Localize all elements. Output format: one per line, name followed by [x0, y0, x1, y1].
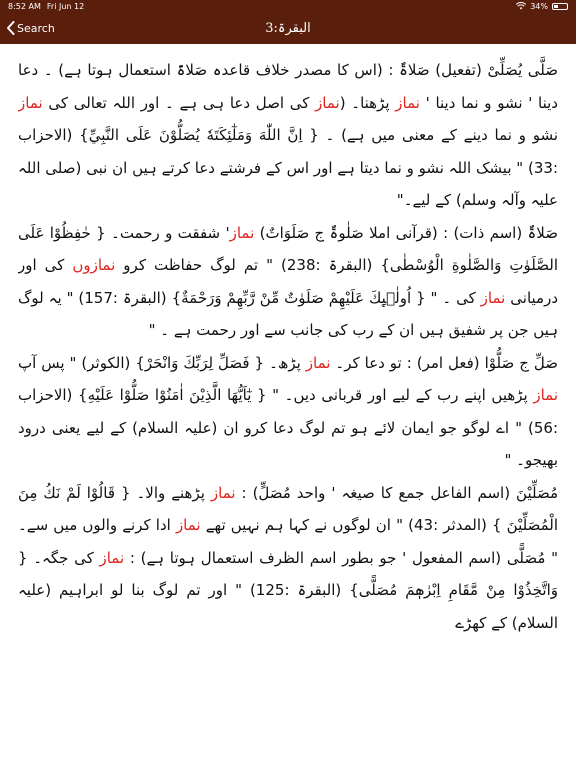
battery-icon: [552, 3, 568, 10]
page-title: البقرۃ:3: [265, 20, 311, 36]
text-segment: کی اور درمیانی: [18, 256, 558, 307]
text-segment: کی جگہ۔ { وَاتَّخِذُوْا مِنْ مَّقَامِ اِبْرٰهٖمَ مُصَلًّى} (البقرۃ :125) " اور تم لوگ بنا لو ابراہیم (علیہ السلام) کے کھڑے: [18, 548, 558, 632]
back-button[interactable]: [0, 21, 55, 35]
highlighted-keyword: نماز: [99, 548, 125, 567]
chevron-left-icon: [6, 21, 15, 35]
article-body: [18, 54, 558, 768]
paragraph: [18, 347, 558, 477]
paragraph: [18, 217, 558, 347]
text-segment: پڑھنا۔ (: [339, 93, 396, 112]
navigation-bar: [0, 12, 576, 44]
text-segment: کی ۔ " { اُولٰۗىِٕكَ عَلَيْهِمْ صَلَوٰتٌ مِّنْ رَّبِّهِمْ وَرَحْمَةٌ} (البقرۃ :157) " یہ لوگ ہیں جن پر شفیق ہیں ان کے رب کی جانب سے اور رحمت ہے ۔ ": [18, 288, 558, 339]
text-segment: پڑھنے والا۔ { قَالُوْا لَمْ نَكُ مِنَ الْمُصَلِّيْنَ } (المدثر :43) " ان لوگوں نے کہا ہم نہیں تھے: [18, 483, 558, 534]
back-button-label: Search: [17, 21, 55, 35]
text-segment: ادا کرنے والوں میں سے۔ " مُصَلًّى (اسم المفعول ' جو بطور اسم الظرف استعمال ہوتا ہے) :: [18, 516, 558, 567]
text-segment: صَلَّى يُصَلِّىْ (تفعیل) صَلاۃٌ : (اس کا مصدر خلاف قاعدہ صَلاۃً استعمال ہوتا ہے) ۔ دعا دینا ' نشو و نما دینا ': [18, 61, 558, 112]
text-segment: پڑھ۔ { فَصَلِّ لِرَبِّكَ وَانْحَرْ} (الکوثر) " پس آپ: [18, 353, 306, 372]
battery-percent: 34%: [530, 1, 548, 11]
text-segment: مُصَلِّيْنَ (اسم الفاعل جمع کا صیغہ ' واحد مُصَلٍّ) :: [235, 483, 558, 502]
text-segment: ' شفقت و رحمت۔ { حٰفِظُوْا عَلَى الصَّلَوٰتِ وَالصَّلٰوةِ الْوُسْطٰى} (البقرۃ :238) " تم لوگ حفاظت کرو: [18, 223, 558, 274]
text-segment: پڑھیں اپنے رب کے لیے اور قربانی دیں۔ " { يٰٓاَيُّهَا الَّذِيْنَ اٰمَنُوْا صَلُّوْا عَلَيْهِ} (الاحزاب :56) " اے لوگو جو ایمان لائے ہو تم لوگ دعا کرو ان (علیہ السلام) کے لیے یعنی درود بھیجو۔ ": [18, 386, 558, 469]
highlighted-keyword: نمازوں: [72, 256, 116, 274]
highlighted-keyword: نماز: [229, 223, 255, 242]
paragraph: [18, 477, 558, 640]
paragraph: [18, 54, 558, 217]
status-bar: [0, 0, 576, 12]
text-segment: نشو و نما دینے کے معنی میں ہے) ۔ { اِنَّ اللّٰهَ وَمَلٰٓئِكَتَهٗ يُصَلُّوْنَ عَلَى النَّبِيِّ} (الاحزاب :33) " بیشک اللہ نشو و نما دیتا ہے اور اس کے فرشتے دعا کرتے ہیں ان نبی (صلی اللہ علیہ وآلہ وسلم) کے لیے۔": [18, 126, 558, 209]
highlighted-keyword: نماز: [395, 93, 420, 112]
highlighted-keyword: نماز: [18, 93, 43, 112]
status-time: 8:52 AM: [8, 1, 41, 11]
highlighted-keyword: نماز: [175, 516, 201, 534]
highlighted-keyword: نماز: [305, 353, 331, 372]
status-date: Fri Jun 12: [46, 1, 85, 11]
text-segment: صَلِّ ج صَلُّوْا (فعل امر) : تو دعا کر۔: [330, 353, 558, 372]
highlighted-keyword: نماز: [533, 386, 558, 404]
text-segment: صَلاۃٌ (اسم ذات) : (قرآنی املا صَلٰوۃٌ ج صَلَوَاتٌ): [254, 223, 558, 242]
wifi-icon: [516, 2, 526, 10]
highlighted-keyword: نماز: [210, 483, 236, 502]
highlighted-keyword: نماز: [315, 93, 340, 112]
highlighted-keyword: نماز: [480, 288, 506, 307]
text-segment: کی اصل دعا ہی ہے ۔ اور اللہ تعالی کی: [42, 93, 316, 112]
